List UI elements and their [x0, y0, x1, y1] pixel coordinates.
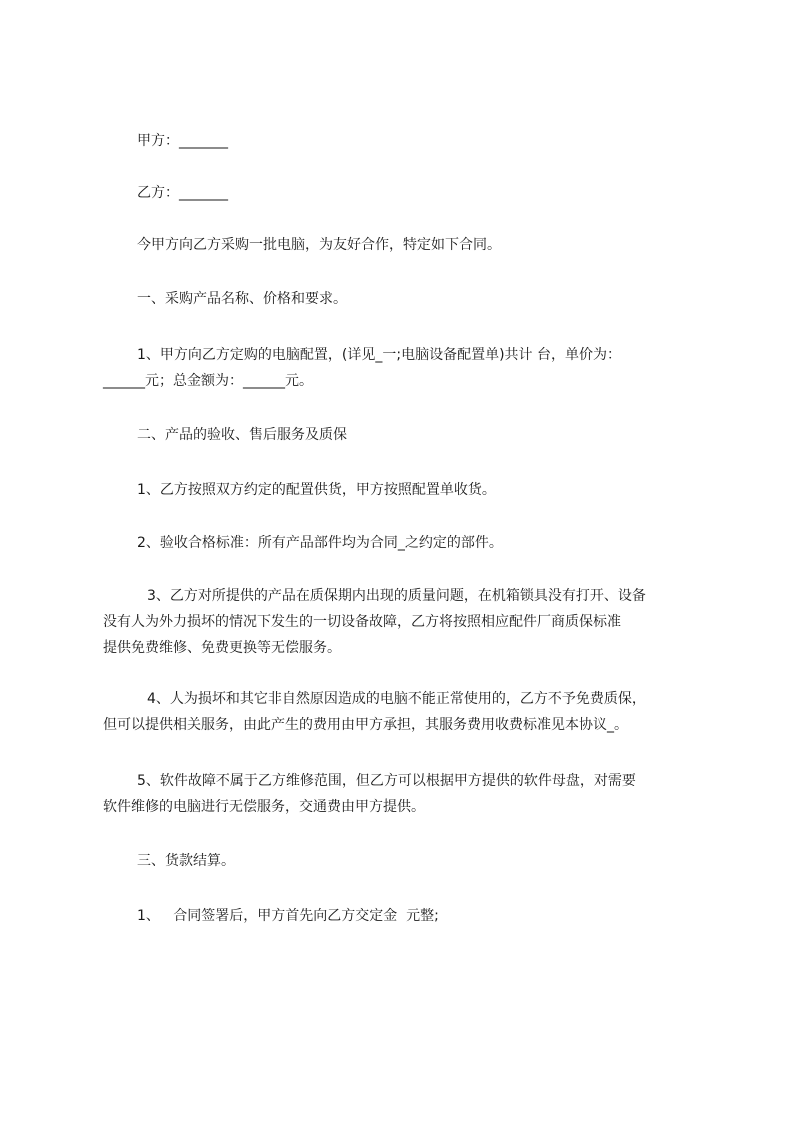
section-1-title: 一、采购产品名称、价格和要求。 [137, 291, 347, 307]
section-2-title: 二、产品的验收、售后服务及质保 [137, 427, 347, 443]
section-2-item-4: 4、人为损坏和其它非自然原因造成的电脑不能正常使用的，乙方不予免费质保， 但可以提供相关服务，由此产生的费用由甲方承担，其服务费用收费标准见本协议_。 [103, 691, 646, 733]
section-3-title: 三、货款结算。 [137, 853, 235, 869]
section-3-item-1: 1、 合同签署后，甲方首先向乙方交定金 元整; [137, 908, 439, 924]
section-1-item-1: 1、甲方向乙方定购的电脑配置，(详见_一;电脑设备配置单)共计 台，单价为： ______元；总金额为：______元。 [103, 347, 621, 389]
intro-paragraph: 今甲方向乙方采购一批电脑，为友好合作，特定如下合同。 [137, 237, 501, 253]
section-2-item-3: 3、乙方对所提供的产品在质保期内出现的质量问题，在机箱锁具没有打开、设备 没有人为外力损坏的情况下发生的一切设备故障，乙方将按照相应配件厂商质保标准 提供免费维修、免费更换等无偿服务。 [103, 588, 646, 656]
section-2-item-1: 1、乙方按照双方约定的配置供货，甲方按照配置单收货。 [137, 482, 496, 498]
section-2-item-5: 5、软件故障不属于乙方维修范围，但乙方可以根据甲方提供的软件母盘，对需要 软件维修的电脑进行无偿服务，交通费由甲方提供。 [103, 773, 636, 815]
party-a-line: 甲方：_______ [137, 133, 228, 149]
section-2-item-2: 2、验收合格标准：所有产品部件均为合同_之约定的部件。 [137, 535, 503, 551]
party-b-line: 乙方：_______ [137, 185, 228, 201]
